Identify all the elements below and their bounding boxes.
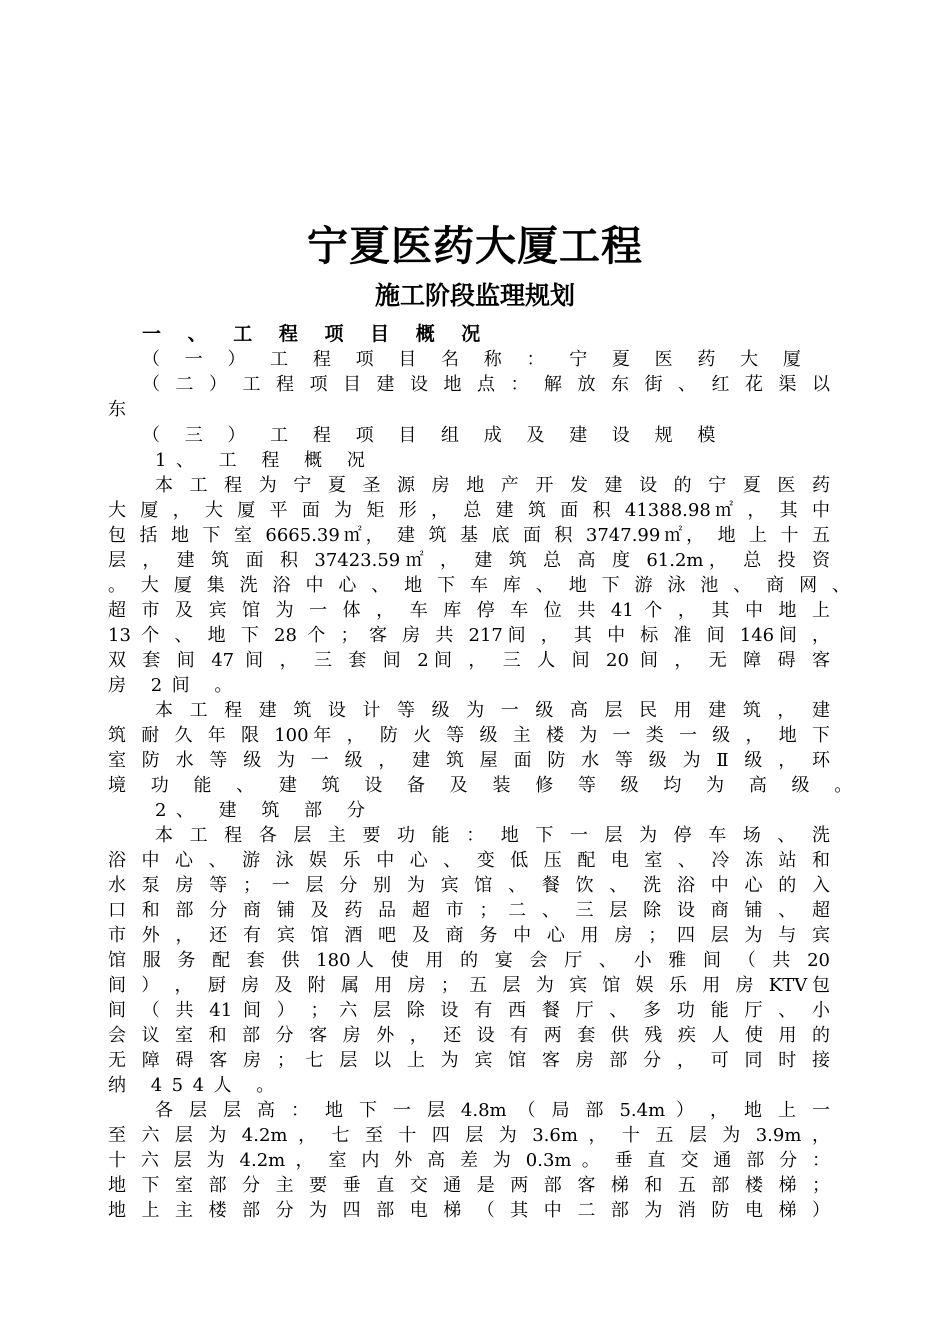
body-line: 1、 工 程 概 况 — [155, 450, 375, 471]
body-line: 筑 耐 久 年 限 100年 ， 防 火 等 级 主 楼 为 一 类 一 级 ， 地 下 — [108, 725, 830, 746]
document-title: 宁夏医药大厦工程 — [307, 222, 643, 270]
body-line: 馆 服 务 配 套 供 180人 使 用 的 宴 会 厅 、 小 雅 间 （ 共 20 — [108, 950, 830, 971]
body-line: 口 和 部 分 商 铺 及 药 品 超 市 ； 二 、 三 层 除 设 商 铺 、 超 — [108, 900, 830, 921]
body-line: 十 六 层 为 4.2m ， 室 内 外 高 差 为 0.3m 。 垂 直 交 通 部 分 ： — [108, 1150, 830, 1171]
body-line: 室 防 水 等 级 为 一 级 ， 建 筑 屋 面 防 水 等 级 为 Ⅱ 级 ， 环 — [108, 750, 830, 771]
body-line: 浴 中 心 、 游 泳 娱 乐 中 心 、 变 低 压 配 电 室 、 冷 冻 站 和 — [108, 850, 830, 871]
body-line: 境 功 能 、 建 筑 设 备 及 装 修 等 级 均 为 高 级 。 — [108, 775, 862, 796]
body-line: 地 下 室 部 分 主 要 垂 直 交 通 是 两 部 客 梯 和 五 部 楼 梯 ； — [108, 1175, 830, 1196]
body-line: 层 ， 建 筑 面 积 37423.59㎡ ， 建 筑 总 高 度 61.2m， 总 投 资 — [108, 550, 830, 571]
body-line: 东 — [108, 399, 136, 420]
body-line: 至 六 层 为 4.2m ， 七 至 十 四 层 为 3.6m ， 十 五 层 为 3.9m ， — [108, 1125, 830, 1146]
body-line: 超 市 及 宾 馆 为 一 体 ， 车 库 停 车 位 共 41 个 ， 其 中 地 上 — [108, 600, 830, 621]
body-line: （ 二 ） 工 程 项 目 建 设 地 点 ： 解 放 东 街 、 红 花 渠 以 — [142, 374, 830, 395]
body-line: 包 括 地 下 室 6665.39㎡， 建 筑 基 底 面 积 3747.99㎡， 地 上 十 五 — [108, 525, 830, 546]
body-line: 无 障 碍 客 房 ； 七 层 以 上 为 宾 馆 客 房 部 分 ， 可 同 时 接 — [108, 1050, 830, 1071]
body-line: 双 套 间 47 间 ， 三 套 间 2间 ， 三 人 间 20 间 ， 无 障 碍 客 — [108, 650, 830, 671]
body-line: 地 上 主 楼 部 分 为 四 部 电 梯 （ 其 中 二 部 为 消 防 电 梯 ） — [108, 1200, 830, 1221]
body-line: 市 外 ， 还 有 宾 馆 酒 吧 及 商 务 中 心 用 房 ； 四 层 为 与 宾 — [108, 925, 830, 946]
body-line: 会 议 室 和 部 分 客 房 外 ， 还 设 有 两 套 供 残 疾 人 使 用 的 — [108, 1025, 830, 1046]
body-line: 本 工 程 建 筑 设 计 等 级 为 一 级 高 层 民 用 建 筑 ， 建 — [155, 700, 830, 721]
document-subtitle: 施工阶段监理规划 — [374, 281, 575, 310]
body-line: 2、 建 筑 部 分 — [155, 800, 375, 821]
body-line: 13 个 、 地 下 28 个 ； 客 房 共 217间 ， 其 中 标 准 间 146间 ， — [108, 625, 830, 646]
body-line: 本 工 程 各 层 主 要 功 能 ： 地 下 一 层 为 停 车 场 、 洗 — [155, 825, 830, 846]
body-line: 纳 454人 。 — [108, 1075, 284, 1096]
body-line: 间 （ 共 41 间 ） ； 六 层 除 设 有 西 餐 厅 、 多 功 能 厅 、 小 — [108, 1000, 830, 1021]
body-line: 本 工 程 为 宁 夏 圣 源 房 地 产 开 发 建 设 的 宁 夏 医 药 — [155, 475, 830, 496]
section-heading: 一 、 工 程 项 目 概 况 — [142, 323, 491, 345]
body-line: （ 一 ） 工 程 项 目 名 称 ： 宁 夏 医 药 大 厦 — [142, 349, 811, 370]
body-line: 。 大 厦 集 洗 浴 中 心 、 地 下 车 库 、 地 下 游 泳 池 、 商 网 、 — [108, 575, 850, 596]
body-line: 大 厦 ， 大 厦 平 面 为 矩 形 ， 总 建 筑 面 积 41388.98㎡ ， 其 中 — [108, 500, 830, 521]
body-line: 水 泵 房 等 ； 一 层 分 别 为 宾 馆 、 餐 饮 、 洗 浴 中 心 的 入 — [108, 875, 830, 896]
body-line: 间 ） ， 厨 房 及 附 属 用 房 ； 五 层 为 宾 馆 娱 乐 用 房 KTV包 — [108, 975, 830, 996]
body-line: （ 三 ） 工 程 项 目 组 成 及 建 设 规 模 — [142, 425, 725, 446]
body-line: 各 层 层 高 ： 地 下 一 层 4.8m （ 局 部 5.4m ） ， 地 上 一 — [155, 1100, 830, 1121]
body-line: 房 2间 。 — [108, 675, 242, 696]
